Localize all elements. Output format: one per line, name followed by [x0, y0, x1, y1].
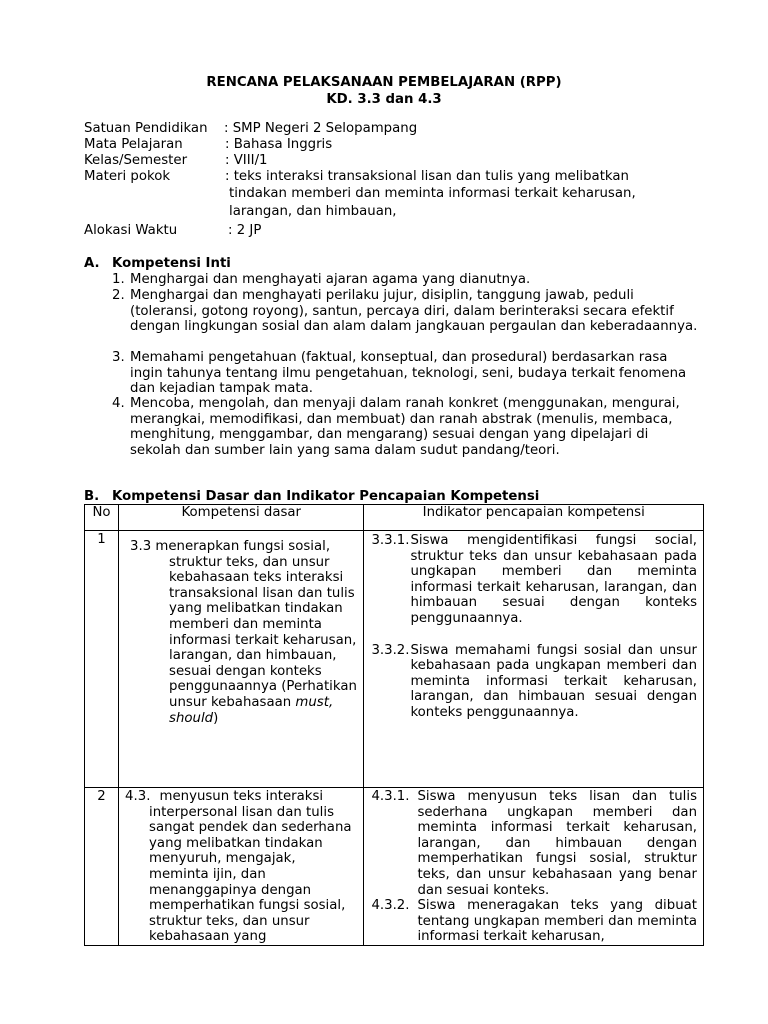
kd-cell [119, 531, 364, 788]
section-a-heading [84, 256, 231, 272]
page-title: RENCANA PELAKSANAAN PEMBELAJARAN (RPP) [206, 75, 562, 90]
row-number: 1 [85, 531, 119, 788]
indicator-cell [364, 788, 704, 946]
mapel-label: Mata Pelajaran [84, 137, 183, 152]
indicator-text: Siswa meneragakan teks yang dibuat tentang ungkapan memberi dan meminta informasi terkait keharusan, [417, 898, 697, 945]
kd-first-line: 3.3 menerapkan fungsi sosial, [130, 539, 331, 554]
section-b-heading [84, 489, 539, 505]
ki-item-number: 3. [112, 350, 125, 365]
materi-value-line-3: larangan, dan himbauan, [229, 204, 397, 219]
ki-item-number: 4. [112, 396, 125, 411]
kd-must: must, [295, 694, 334, 710]
mapel-value: : Bahasa Inggris [225, 137, 333, 152]
indicator-item [371, 789, 697, 898]
table-row [85, 531, 704, 788]
indicator-item [371, 643, 697, 721]
ki-item-text: Menghargai dan menghayati perilaku jujur, disiplin, tanggung jawab, peduli (toleransi, gotong royong), santun, percaya diri, dalam berinteraksi secara efektif dengan lingkungan sosial dan alam dalam jangkauan pergaulan dan keberadaannya. [130, 288, 698, 335]
kd-cell [119, 788, 364, 946]
satuan-label: Satuan Pendidikan [84, 121, 208, 136]
kd-body-text: interpersonal lisan dan tulis sangat pendek dan sederhana yang melibatkan tindakan menyuruh, mengajak, meminta ijin, dan menanggapinya dengan memperhatikan fungsi sosial, struktur teks, dan unsur kebahasaan yang [149, 804, 352, 945]
header-indikator: Indikator pencapaian kompetensi [364, 505, 704, 531]
section-a-letter: A. [84, 256, 100, 271]
ki-item-text: Mencoba, mengolah, dan menyaji dalam ranah konkret (menggunakan, mengurai, merangkai, memodifikasi, dan membuat) dan ranah abstrak (menulis, membaca, menghitung, menggambar, dan mengarang) sesuai dengan yang dipelajari di sekolah dan sumber lain yang sama dalam sudut pandang/teori. [130, 396, 680, 458]
materi-value-line-2: tindakan memberi dan meminta informasi terkait keharusan, [229, 186, 636, 201]
section-b-letter: B. [84, 489, 100, 504]
kd-table [84, 504, 704, 946]
ki-item-text: Menghargai dan menghayati ajaran agama yang dianutnya. [130, 272, 531, 287]
indicator-text: Siswa mengidentifikasi fungsi social, struktur teks dan unsur kebahasaan pada ungkapan memberi dan meminta informasi terkait keharusan, larangan, dan himbauan sesuai dengan konteks penggunaannya. [410, 533, 697, 626]
kd-body [130, 555, 357, 727]
indicator-text: Siswa memahami fungsi sosial dan unsur kebahasaan pada ungkapan memberi dan meminta informasi terkait keharusan, larangan, dan himbauan sesuai dengan konteks penggunaannya. [410, 642, 697, 720]
indicator-number: 3.3.1. [371, 533, 410, 548]
kd-first-text: menyusun teks interaksi [159, 789, 324, 804]
kd-close: ) [213, 710, 219, 726]
alokasi-value: : 2 JP [228, 223, 262, 238]
ki-item-number: 2. [112, 288, 125, 303]
table-row [85, 788, 704, 946]
materi-label: Materi pokok [84, 169, 171, 184]
indicator-number: 4.3.2. [371, 898, 410, 914]
kd-should: should [169, 710, 214, 726]
indicator-number: 3.3.2. [371, 642, 410, 658]
kd-first-line [125, 789, 357, 805]
alokasi-label: Alokasi Waktu [84, 223, 178, 238]
satuan-value: : SMP Negeri 2 Selopampang [224, 121, 418, 136]
header-no: No [85, 505, 119, 531]
indicator-item [371, 898, 697, 945]
kd-number: 4.3. [125, 789, 151, 804]
kd-body-text: struktur teks, dan unsur kebahasaan teks interaksi transaksional lisan dan tulis yang melibatkan tindakan memberi dan meminta informasi terkait keharusan, larangan, dan himbauan, sesuai dengan konteks penggunaannya (Perhatikan unsur kebahasaan [169, 554, 357, 710]
section-b-title: Kompetensi Dasar dan Indikator Pencapaian Kompetensi [112, 489, 540, 504]
ki-item-text: Memahami pengetahuan (faktual, konseptual, dan prosedural) berdasarkan rasa ingin tahunya tentang ilmu pengetahuan, teknologi, seni, budaya terkait fenomena dan kejadian tampak mata. [130, 350, 687, 397]
indicator-cell [364, 531, 704, 788]
indicator-text: Siswa menyusun teks lisan dan tulis sederhana ungkapan memberi dan meminta informasi terkait keharusan, larangan, dan himbauan dengan memperhatikan fungsi sosial, struktur teks, dan unsur kebahasaan yang benar dan sesuai konteks. [417, 789, 697, 898]
ki-item-number: 1. [112, 272, 125, 287]
kelas-label: Kelas/Semester [84, 153, 188, 168]
table-header-row [85, 505, 704, 531]
kelas-value: : VIII/1 [225, 153, 268, 168]
section-a-title: Kompetensi Inti [112, 256, 231, 271]
row-number: 2 [85, 788, 119, 946]
indicator-number: 4.3.1. [371, 789, 410, 804]
page-subtitle: KD. 3.3 dan 4.3 [326, 92, 442, 107]
materi-value-line-1: : teks interaksi transaksional lisan dan tulis yang melibatkan [225, 169, 629, 184]
indicator-item [371, 533, 697, 627]
header-kompetensi-dasar: Kompetensi dasar [119, 505, 364, 531]
